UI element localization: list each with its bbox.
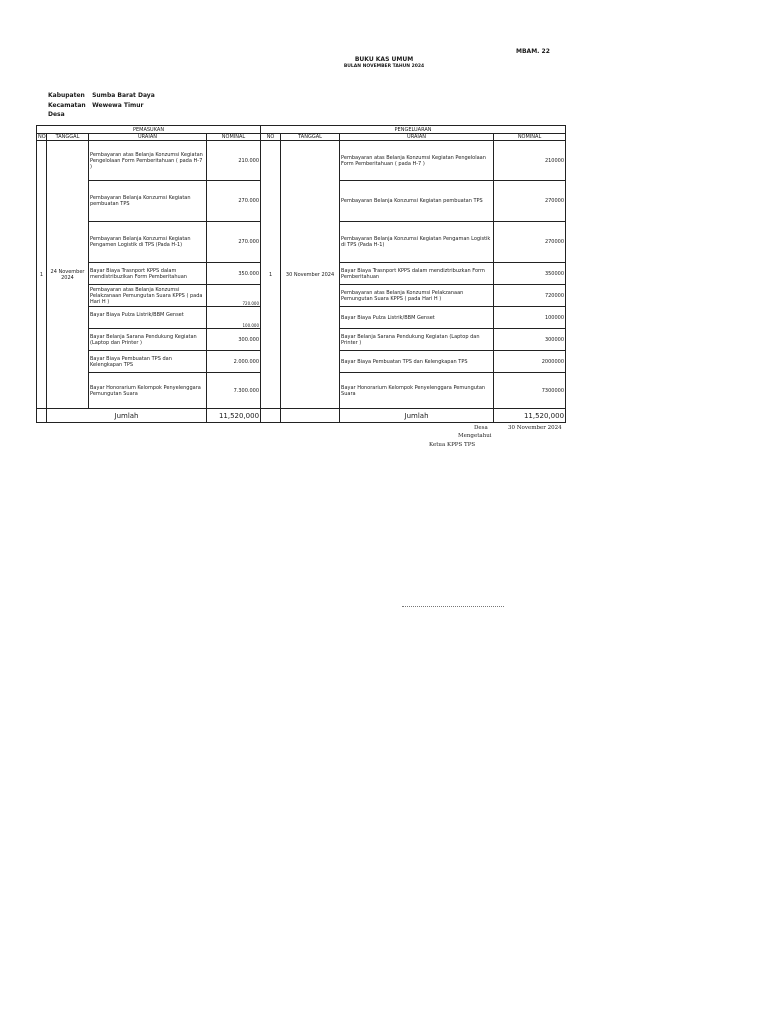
expense-desc: Bayar Biaya Pulza Listrik/BBM Genset <box>340 307 494 329</box>
expense-col-no: NO <box>261 134 281 141</box>
income-no: 1 <box>37 141 47 409</box>
income-amount: 210.000 <box>207 141 261 181</box>
income-desc: Pembayaran Belanja Konzumsi Kegiatan Pengamen Logistik di TPS (Pada H-1) <box>89 222 207 263</box>
expense-no: 1 <box>261 141 281 409</box>
income-desc: Bayar Belanja Sarana Pendukung Kegiatan (Laptop dan Printer ) <box>89 329 207 351</box>
expense-desc: Pembayaran atas Belanja Konzumsi Kegiatan Pengelolaan Form Pemberitahuan ( pada H-7 ) <box>340 141 494 181</box>
kabupaten-label: Kabupaten <box>48 92 85 99</box>
expense-desc: Bayar Honorarium Kelompok Penyelenggara Pemungutan Suara <box>340 373 494 409</box>
cash-ledger-table <box>36 125 566 423</box>
expense-desc: Bayar Belanja Sarana Pendukung Kegiatan (Laptop dan Printer ) <box>340 329 494 351</box>
kecamatan-row <box>48 102 144 109</box>
expense-header: PENGELUARAN <box>261 126 566 134</box>
signature-role: Ketua KPPS TPS <box>429 442 476 448</box>
expense-amount: 300000 <box>494 329 566 351</box>
expense-date: 30 November 2024 <box>281 141 340 409</box>
income-total-label: Jumlah <box>47 409 207 423</box>
income-desc: Bayar Biaya Trasnport KPPS dalam mendistribuzikan Form Pemberitahuan <box>89 263 207 285</box>
income-amount: 350.000 <box>207 263 261 285</box>
expense-desc: Pembayaran Belanja Konzumsi Kegiatan pembuatan TPS <box>340 181 494 222</box>
expense-amount: 720000 <box>494 285 566 307</box>
column-header-row <box>37 134 566 141</box>
income-desc: Bayar Biaya Pembuatan TPS dan Kelengkapan TPS <box>89 351 207 373</box>
income-col-amount: NOMINAL <box>207 134 261 141</box>
kabupaten-row <box>48 92 155 99</box>
income-amount: 2.000.000 <box>207 351 261 373</box>
income-desc: Pembayaran Belanja Konzumsi Kegiatan pembuatan TPS <box>89 181 207 222</box>
expense-amount: 350000 <box>494 263 566 285</box>
income-desc: Bayar Biaya Pulza Listrik/BBM Genset <box>89 307 207 329</box>
income-col-no: NO <box>38 134 46 140</box>
kecamatan-value: Wewewa Timur <box>92 102 144 109</box>
expense-col-desc: URAIAN <box>340 134 494 141</box>
document-title: BUKU KAS UMUM <box>354 56 414 63</box>
table-row <box>37 141 566 181</box>
income-amount: 100.000 <box>207 307 261 329</box>
income-amount: 720.000 <box>207 285 261 307</box>
income-amount: 300.000 <box>207 329 261 351</box>
expense-amount: 100000 <box>494 307 566 329</box>
income-amount: 270.000 <box>207 222 261 263</box>
kabupaten-value: Sumba Barat Daya <box>92 92 155 99</box>
income-desc: Pembayaran atas Belanja Konzumsi Pelakzanaan Pemungutan Suara KPPS ( pada Hari H ) <box>89 285 207 307</box>
income-total: 11,520,000 <box>207 409 261 423</box>
desa-row <box>48 111 90 118</box>
signature-date: 30 November 2024 <box>508 425 562 431</box>
expense-amount: 2000000 <box>494 351 566 373</box>
expense-desc: Pembayaran Belanja Konzumsi Kegiatan Pengaman Logistik di TPS (Pada H-1) <box>340 222 494 263</box>
income-date: 24 November 2024 <box>47 141 89 409</box>
income-desc: Bayar Honorarium Kelompok Penyelenggara Pemungutan Suara <box>89 373 207 409</box>
expense-desc: Bayar Biaya Trasnport KPPS dalam mendiztribuzkan Form Pemberitahuan <box>340 263 494 285</box>
expense-desc: Pembayaran atas Belanja Konzumsi Pelakzanaan Pemungutan Suara KPPS ( pada Hari H ) <box>340 285 494 307</box>
kecamatan-label: Kecamatan <box>48 102 86 109</box>
section-header-row <box>37 126 566 134</box>
expense-col-date: TANGGAL <box>281 134 340 141</box>
total-row <box>37 409 566 423</box>
expense-desc: Bayar Biaya Pembuatan TPS dan Kelengkapan TPS <box>340 351 494 373</box>
income-header: PEMASUKAN <box>37 126 261 134</box>
form-code: MBAM. 22 <box>516 48 550 55</box>
expense-amount: 210000 <box>494 141 566 181</box>
expense-col-amount: NOMINAL <box>494 134 566 141</box>
signature-line <box>402 606 504 607</box>
income-amount: 270.000 <box>207 181 261 222</box>
signature-place: Desa <box>474 425 488 431</box>
income-col-date: TANGGAL <box>47 134 89 141</box>
signature-knowing: Mengetahui <box>458 433 492 439</box>
desa-label: Desa <box>48 111 65 118</box>
expense-total-label: Jumlah <box>340 409 494 423</box>
document-subtitle: BULAN NOVEMBER TAHUN 2024 <box>343 64 425 69</box>
expense-amount: 270000 <box>494 181 566 222</box>
expense-amount: 270000 <box>494 222 566 263</box>
income-desc: Pembayaran atas Belanja Konzumsi Kegiatan Pengelolaan Form Pemberitahuan ( pada H-7 ) <box>89 141 207 181</box>
income-col-desc: URAIAN <box>89 134 207 141</box>
income-amount: 7.300.000 <box>207 373 261 409</box>
expense-amount: 7300000 <box>494 373 566 409</box>
expense-total: 11,520,000 <box>494 409 566 423</box>
